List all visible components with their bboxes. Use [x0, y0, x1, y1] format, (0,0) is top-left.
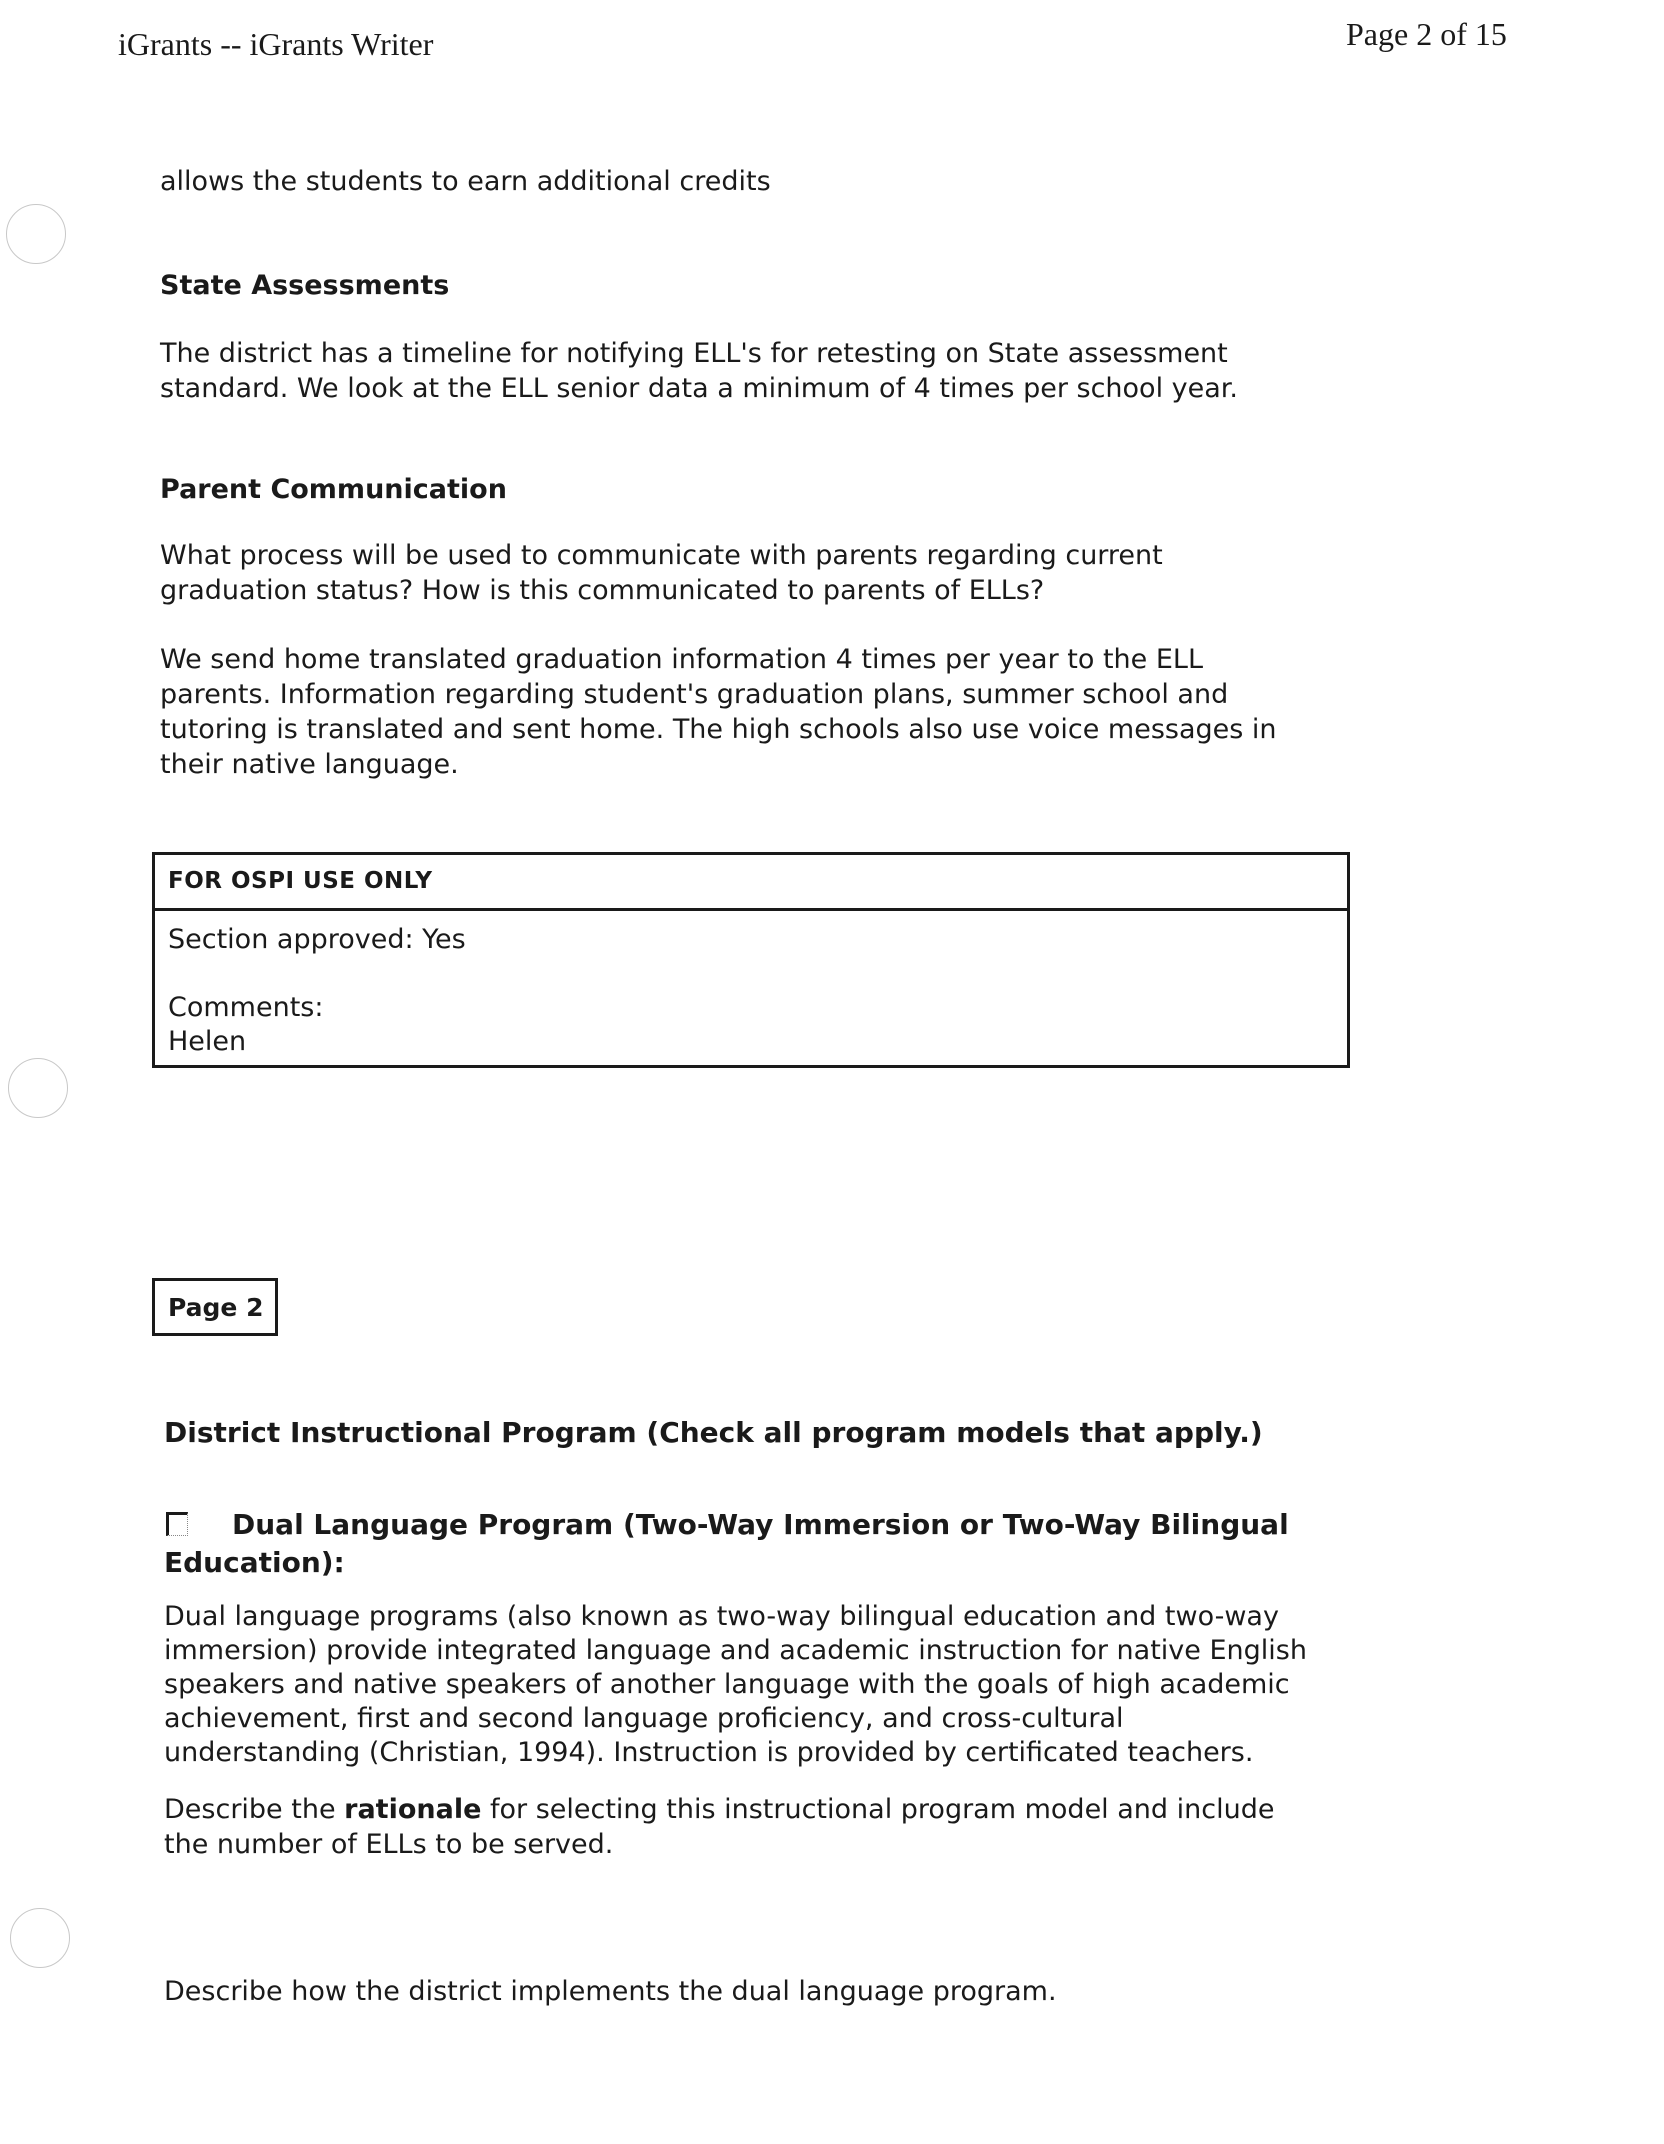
dual-language-description	[164, 1600, 1307, 1770]
text-line: parents. Information regarding student's graduation plans, summer school and	[160, 679, 1229, 710]
text-line: The district has a timeline for notifying ELL's for retesting on State assessment	[160, 338, 1228, 369]
ospi-box-title: FOR OSPI USE ONLY	[155, 855, 1347, 911]
punch-hole-top	[6, 204, 66, 264]
rationale-prefix: Describe the	[164, 1794, 345, 1825]
parent-communication-question	[160, 538, 1163, 608]
ospi-box-body	[155, 911, 1347, 1059]
rationale-prompt	[164, 1792, 1274, 1862]
punch-hole-middle	[8, 1058, 68, 1118]
implementation-prompt: Describe how the district implements the dual language program.	[164, 1976, 1057, 2007]
text-line: the number of ELLs to be served.	[164, 1829, 614, 1860]
rationale-suffix: for selecting this instructional program model and include	[481, 1794, 1275, 1825]
dual-language-label-line2: Education):	[164, 1546, 345, 1579]
app-title: iGrants -- iGrants Writer	[118, 26, 434, 62]
text-line: Dual language programs (also known as two-way bilingual education and two-way	[164, 1601, 1279, 1632]
state-assessments-heading: State Assessments	[160, 270, 450, 301]
text-line: their native language.	[160, 749, 459, 780]
ospi-use-only-box	[152, 852, 1350, 1068]
state-assessments-text	[160, 336, 1238, 406]
instructional-program-heading: District Instructional Program (Check all program models that apply.)	[164, 1416, 1263, 1449]
text-line	[164, 1792, 1274, 1827]
comments-label: Comments:	[168, 992, 324, 1023]
page-indicator: Page 2 of 15	[1346, 16, 1507, 52]
text-line: speakers and native speakers of another language with the goals of high academic	[164, 1669, 1290, 1700]
parent-communication-answer	[160, 642, 1277, 782]
text-line: achievement, first and second language proficiency, and cross-cultural	[164, 1703, 1124, 1734]
dual-language-checkbox[interactable]	[166, 1512, 188, 1536]
parent-communication-heading: Parent Communication	[160, 474, 507, 505]
text-line: graduation status? How is this communicated to parents of ELLs?	[160, 575, 1045, 606]
punch-hole-bottom	[10, 1908, 70, 1968]
text-line: immersion) provide integrated language and academic instruction for native English	[164, 1635, 1307, 1666]
continued-text: allows the students to earn additional credits	[160, 166, 771, 197]
page-label: Page 2	[152, 1278, 278, 1336]
text-line: We send home translated graduation information 4 times per year to the ELL	[160, 644, 1204, 675]
text-line: standard. We look at the ELL senior data a minimum of 4 times per school year.	[160, 373, 1238, 404]
comments-value: Helen	[168, 1026, 247, 1057]
text-line: What process will be used to communicate with parents regarding current	[160, 540, 1163, 571]
rationale-bold: rationale	[344, 1794, 482, 1825]
text-line: understanding (Christian, 1994). Instruction is provided by certificated teachers.	[164, 1737, 1254, 1768]
section-approved: Section approved: Yes	[168, 924, 466, 955]
text-line: tutoring is translated and sent home. The high schools also use voice messages in	[160, 714, 1277, 745]
dual-language-label-line1: Dual Language Program (Two-Way Immersion or Two-Way Bilingual	[232, 1508, 1289, 1541]
